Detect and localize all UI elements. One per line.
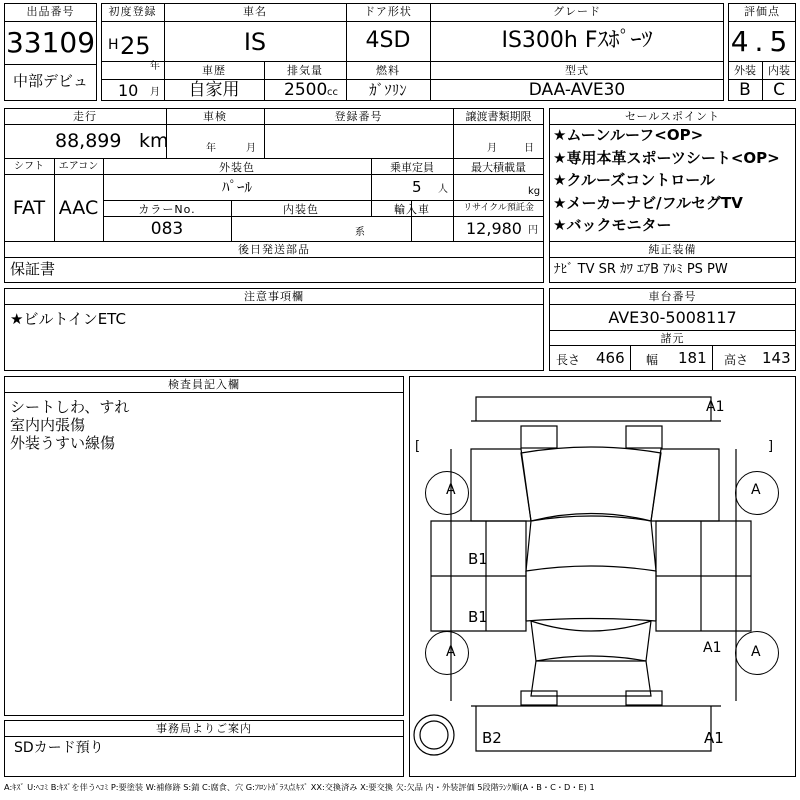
damage-a1-top: A1 xyxy=(706,399,725,415)
import-header: 輸入車 xyxy=(394,203,430,216)
color-code: 083 xyxy=(150,219,184,239)
load-unit: kg xyxy=(528,186,541,197)
damage-a1-rear-right: A1 xyxy=(703,640,722,656)
rating-header: 評価点 xyxy=(744,5,780,18)
height-label: 高さ xyxy=(724,353,749,367)
exterior-header: 外装 xyxy=(734,64,756,77)
mileage-value: 88,899 xyxy=(55,130,122,152)
car-name-header: 車名 xyxy=(243,5,267,18)
width-label: 幅 xyxy=(646,353,659,367)
reg-month-unit: 月 xyxy=(150,87,160,98)
interior-color-suffix: 系 xyxy=(355,227,365,238)
lot-number: 33109 xyxy=(5,26,96,59)
damage-diagram xyxy=(409,376,796,777)
car-outline xyxy=(410,377,794,775)
door-value: 4SD xyxy=(365,28,411,53)
inspection-header: 車検 xyxy=(203,110,227,123)
mileage-header: 走行 xyxy=(73,110,97,123)
equipment-value: ﾅﾋﾞ TV SR ｶﾜ ｴｱB ｱﾙﾐ PS PW xyxy=(554,262,728,277)
parts-value: 保証書 xyxy=(10,260,56,278)
office-header: 事務局よりご案内 xyxy=(156,722,252,735)
door-header: ドア形状 xyxy=(364,5,412,18)
inspection-month-unit: 月 xyxy=(246,143,256,154)
bracket-open: [ xyxy=(415,439,421,454)
cc-unit: cc xyxy=(327,87,338,98)
debut-label: 中部デビュ xyxy=(12,72,88,90)
reg-year: 25 xyxy=(120,32,151,60)
reg-header: 初度登録 xyxy=(108,5,157,18)
load-header: 最大積載量 xyxy=(471,161,526,174)
grade-value: IS300h Fｽﾎﾟｰﾂ xyxy=(501,28,653,53)
parts-header: 後日発送部品 xyxy=(238,243,310,256)
legend-text: A:ｷｽﾞ U:ﾍｺﾐ B:ｷｽﾞを伴うﾍｺﾐ P:要塗装 W:補修跡 S:錆 C:腐食、穴 G:ﾌﾛﾝﾄｶﾞﾗｽ点ｷｽﾞ XX:交換済み X:要交換 欠:欠品 内・外装評価 5段階ﾗﾝｸ順(A・B・C・D・E) 1 xyxy=(4,782,595,792)
sales-item: ★バックモニター xyxy=(553,216,672,234)
exterior-grade: B xyxy=(739,80,751,100)
interior-header: 内装 xyxy=(768,64,790,77)
capacity-value: 5 xyxy=(412,178,422,196)
notes-header: 注意事項欄 xyxy=(244,290,304,303)
color-code-header: カラーNo. xyxy=(138,203,196,216)
grade-header: グレード xyxy=(553,5,601,18)
color-value: ﾊﾟｰﾙ xyxy=(221,178,252,196)
inspector-notes xyxy=(10,396,129,450)
sales-item: ★メーカーナビ/フルセグTV xyxy=(553,193,743,212)
width-value: 181 xyxy=(678,349,707,367)
inspection-year-unit: 年 xyxy=(206,143,216,154)
color-header: 外装色 xyxy=(219,161,255,174)
reg-year-unit: 年 xyxy=(150,61,160,72)
height-value: 143 xyxy=(762,349,791,367)
chassis-header: 車台番号 xyxy=(648,290,697,303)
mileage-unit: km xyxy=(139,130,169,152)
damage-a1-bottom: A1 xyxy=(704,729,724,747)
model-header: 型式 xyxy=(565,64,589,77)
damage-tire-fl: A xyxy=(446,482,456,498)
chassis-value: AVE30-5008117 xyxy=(608,308,737,327)
fuel-value: ｶﾞｿﾘﾝ xyxy=(369,81,407,99)
inspector-line: 室内内張傷 xyxy=(10,416,86,434)
transfer-day-unit: 日 xyxy=(524,143,534,154)
damage-tire-rl: A xyxy=(446,644,456,660)
inspector-header: 検査員記入欄 xyxy=(168,378,240,391)
regnum-header: 登録番号 xyxy=(334,110,383,123)
damage-b1-front: B1 xyxy=(468,550,488,568)
inspector-line: シートしわ、すれ xyxy=(10,398,130,416)
sales-list xyxy=(553,128,793,241)
recycle-value: 12,980 xyxy=(466,219,522,238)
shift-value: FAT xyxy=(12,197,46,219)
damage-tire-fr: A xyxy=(751,482,761,498)
aircon-header: エアコン xyxy=(58,161,99,172)
recycle-header: リサイクル預託金 xyxy=(463,203,534,213)
displacement-value: 2500 xyxy=(284,80,328,100)
transfer-month-unit: 月 xyxy=(487,143,497,154)
history-header: 車歴 xyxy=(202,64,226,77)
shift-header: シフト xyxy=(14,161,44,172)
equipment-header: 純正装備 xyxy=(648,243,697,256)
bracket-close: ] xyxy=(768,439,774,454)
inspector-line: 外装うすい線傷 xyxy=(10,434,116,452)
history-value: 自家用 xyxy=(188,80,240,100)
capacity-header: 乗車定員 xyxy=(390,161,434,174)
length-value: 466 xyxy=(596,349,625,367)
lot-header: 出品番号 xyxy=(26,5,75,18)
sales-item: ★クルーズコントロール xyxy=(553,171,715,189)
capacity-unit: 人 xyxy=(438,184,448,195)
damage-tire-rr: A xyxy=(751,644,761,660)
dims-header: 諸元 xyxy=(660,332,685,345)
rating-score: 4.5 xyxy=(730,25,794,58)
fuel-header: 燃料 xyxy=(376,64,400,77)
transfer-header: 譲渡書類期限 xyxy=(465,110,532,123)
model-value: DAA-AVE30 xyxy=(528,80,626,100)
displacement-header: 排気量 xyxy=(287,64,323,77)
sales-item: ★ムーンルーフ<OP> xyxy=(553,126,704,144)
aircon-value: AAC xyxy=(58,197,99,219)
damage-b1-rear: B1 xyxy=(468,608,488,626)
reg-era: H xyxy=(108,37,119,53)
interior-color-header: 内装色 xyxy=(283,203,319,216)
notes-value: ★ビルトインETC xyxy=(10,310,126,328)
sales-item: ★専用本革スポーツシート<OP> xyxy=(553,148,780,167)
length-label: 長さ xyxy=(556,353,581,367)
office-value: SDカード預り xyxy=(14,740,104,756)
car-name: IS xyxy=(243,28,267,56)
recycle-unit: 円 xyxy=(528,225,538,236)
sales-header: セールスポイント xyxy=(624,110,720,123)
interior-grade: C xyxy=(773,80,785,100)
damage-b2: B2 xyxy=(482,729,502,747)
reg-month: 10 xyxy=(118,81,139,100)
